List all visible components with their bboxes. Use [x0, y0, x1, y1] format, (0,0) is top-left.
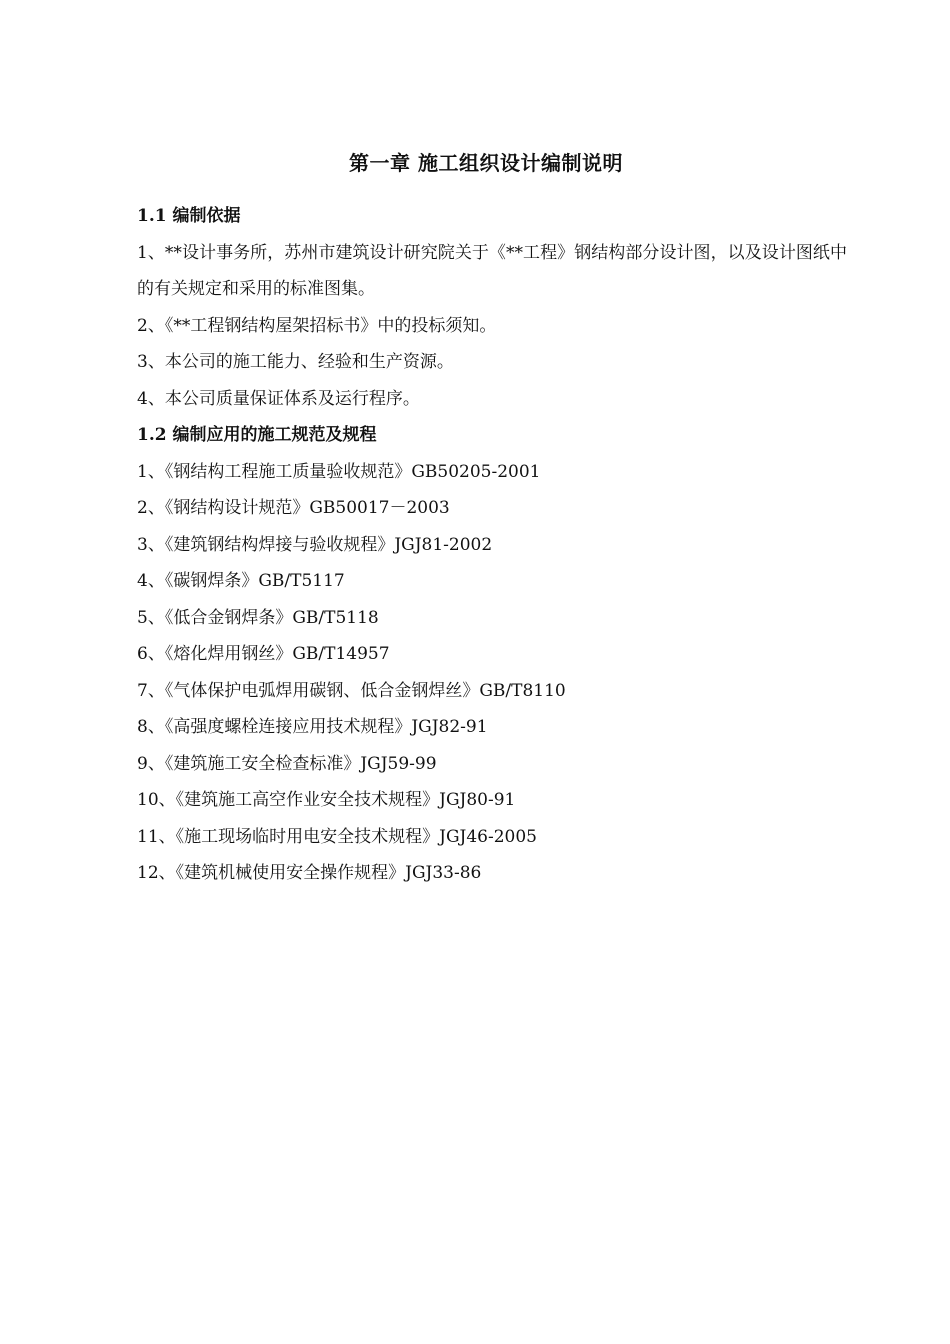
basis-item-2: 2、《**工程钢结构屋架招标书》中的投标须知。 [137, 315, 497, 336]
standard-item-4: 4、《碳钢焊条》GB/T5117 [137, 571, 345, 591]
standard-item-8: 8、《高强度螺栓连接应用技术规程》JGJ82-91 [137, 717, 488, 737]
chapter-title: 第一章 施工组织设计编制说明 [349, 151, 623, 175]
standard-item-10: 10、《建筑施工高空作业安全技术规程》JGJ80-91 [137, 790, 516, 810]
standard-item-12: 12、《建筑机械使用安全操作规程》JGJ33-86 [137, 863, 482, 883]
basis-item-3: 3、本公司的施工能力、经验和生产资源。 [137, 352, 454, 372]
standard-item-11: 11、《施工现场临时用电安全技术规程》JGJ46-2005 [137, 826, 537, 847]
basis-item-1: 1、**设计事务所，苏州市建筑设计研究院关于《**工程》钢结构部分设计图，以及设计图纸中的有关规定和采用的标准图集。 [137, 242, 847, 299]
section-heading-1-1: 1.1 编制依据 [137, 206, 241, 226]
standard-item-3: 3、《建筑钢结构焊接与验收规程》JGJ81-2002 [137, 534, 493, 555]
document-body [137, 198, 847, 892]
standard-item-2: 2、《钢结构设计规范》GB50017－2003 [137, 498, 450, 518]
standard-item-5: 5、《低合金钢焊条》GB/T5118 [137, 607, 379, 628]
standard-item-7: 7、《气体保护电弧焊用碳钢、低合金钢焊丝》GB/T8110 [137, 680, 566, 701]
standard-item-6: 6、《熔化焊用钢丝》GB/T14957 [137, 644, 390, 664]
standard-item-1: 1、《钢结构工程施工质量验收规范》GB50205-2001 [137, 461, 541, 482]
standards-list [137, 454, 847, 892]
standard-item-9: 9、《建筑施工安全检查标准》JGJ59-99 [137, 753, 437, 774]
section-heading-1-2: 1.2 编制应用的施工规范及规程 [137, 425, 377, 445]
basis-item-4: 4、本公司质量保证体系及运行程序。 [137, 388, 420, 409]
